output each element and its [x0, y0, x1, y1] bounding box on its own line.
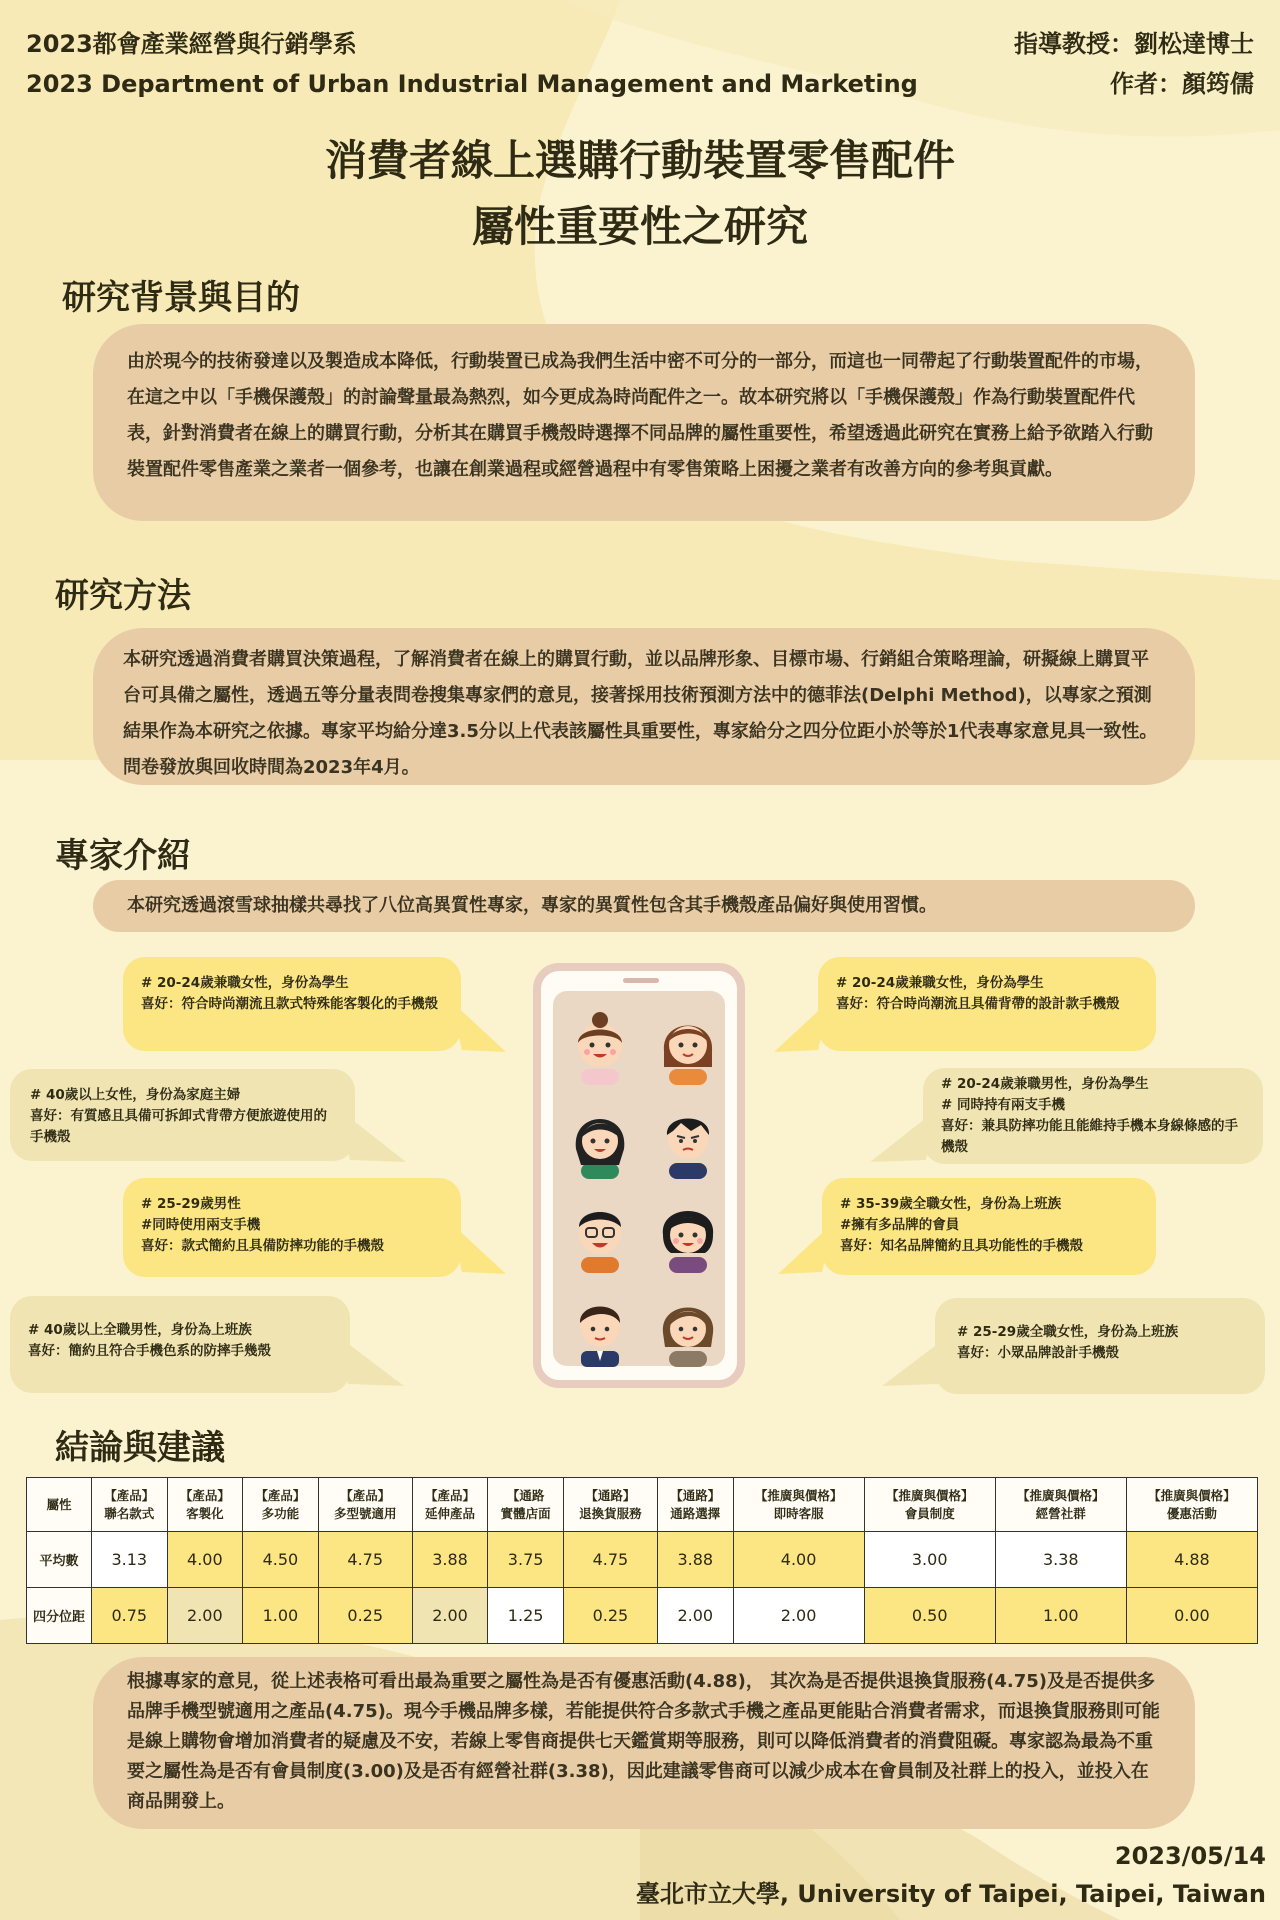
footer-date: 2023/05/14 [1114, 1842, 1266, 1870]
table-cell: 4.00 [733, 1532, 864, 1588]
bubble-tail [450, 1222, 510, 1282]
expert-line: # 20-24歲兼職男性，身份為學生 [941, 1076, 1149, 1092]
expert-line: 喜好：小眾品牌設計手機殼 [957, 1345, 1119, 1361]
expert-avatar-icon [655, 1195, 721, 1273]
expert-line: 喜好：簡約且符合手機色系的防摔手幾殼 [28, 1343, 271, 1359]
table-cell: 2.00 [167, 1588, 243, 1644]
expert-line: #擁有多品牌的會員 [840, 1217, 960, 1233]
bubble-tail [868, 1110, 938, 1170]
table-cell: 0.25 [318, 1588, 412, 1644]
expert-line: # 40歲以上女性，身份為家庭主婦 [30, 1087, 241, 1103]
table-column-header: 【通路】 退換貨服務 [563, 1478, 657, 1532]
expert-line: 喜好：符合時尚潮流且具備背帶的設計款手機殼 [836, 996, 1120, 1012]
expert-avatar-icon [567, 1101, 633, 1179]
footer-school: 臺北市立大學, University of Taipei, Taipei, Taiwan [635, 1880, 1266, 1908]
table-row-iqr [27, 1588, 1258, 1644]
bubble-tail [338, 1336, 408, 1396]
row-label: 平均數 [27, 1532, 92, 1588]
method-text-box [93, 628, 1195, 785]
bubble-tail [772, 1000, 832, 1060]
experts-intro-text: 本研究透過滾雪球抽樣共尋找了八位高異質性專家，專家的異質性包含其手機殼產品偏好與使用習慣。 [127, 895, 937, 916]
expert-line: 喜好：符合時尚潮流且款式特殊能客製化的手機殼 [141, 996, 438, 1012]
expert-avatar-icon [567, 1007, 633, 1085]
table-column-header: 【產品】 客製化 [167, 1478, 243, 1532]
expert-bubble-right-3 [822, 1178, 1156, 1275]
table-column-header: 【通路】 通路選擇 [657, 1478, 733, 1532]
credits-header [1014, 24, 1254, 104]
expert-bubble-left-1 [123, 957, 461, 1051]
expert-line: # 40歲以上全職男性，身份為上班族 [28, 1322, 252, 1338]
expert-avatar-icon [567, 1195, 633, 1273]
table-cell: 4.50 [243, 1532, 319, 1588]
expert-avatar-icon [655, 1289, 721, 1367]
table-column-header: 【推廣與價格】 即時客服 [733, 1478, 864, 1532]
conclusion-text-box [93, 1657, 1195, 1829]
table-column-header: 【通路 實體店面 [488, 1478, 564, 1532]
table-cell: 0.25 [563, 1588, 657, 1644]
table-cell: 1.00 [995, 1588, 1126, 1644]
table-cell: 2.00 [733, 1588, 864, 1644]
expert-line: # 20-24歲兼職女性，身份為學生 [141, 975, 349, 991]
table-cell: 1.00 [243, 1588, 319, 1644]
table-cell: 4.00 [167, 1532, 243, 1588]
expert-line: 喜好：有質感且具備可拆卸式背帶方便旅遊使用的手機殼 [30, 1108, 327, 1145]
conclusion-text: 根據專家的意見，從上述表格可看出最為重要之屬性為是否有優惠活動(4.88)， 其次為是否提供退換貨服務(4.75)及是否提供多品牌手機型號適用之產品(4.75)。現今手機品牌多樣，若能提供符合多款式手機之產品更能貼合消費者需求，而退換貨服務則可能是線上購物會增加消費者的疑慮及不安，若線上零售商提供七天鑑賞期等服務，則可以降低消費者的消費阻礙。專家認為最為不重要之屬性為是否有會員制度(3.00)及是否有經營社群(3.38)，因此建議零售商可以減少成本在會員制及社群上的投入，並投入在商品開發上。 [127, 1671, 1160, 1812]
expert-bubble-right-1 [818, 957, 1156, 1051]
expert-line: # 25-29歲全職女性，身份為上班族 [957, 1324, 1179, 1340]
expert-bubble-left-2 [10, 1069, 355, 1161]
background-text-box [93, 324, 1195, 521]
table-cell: 3.38 [995, 1532, 1126, 1588]
table-header-row [27, 1478, 1258, 1532]
results-table [26, 1477, 1258, 1644]
author-text: 作者：顏筠儒 [1110, 70, 1254, 98]
expert-line: # 25-29歲男性 [141, 1196, 241, 1212]
table-cell: 4.75 [563, 1532, 657, 1588]
expert-line: #同時使用兩支手機 [141, 1217, 261, 1233]
expert-line: 喜好：知名品牌簡約且具功能性的手機殼 [840, 1238, 1083, 1254]
department-header [26, 24, 918, 104]
table-cell: 3.00 [864, 1532, 995, 1588]
table-column-header: 【產品】 延伸產品 [412, 1478, 488, 1532]
bubble-tail [776, 1222, 836, 1282]
expert-line: # 35-39歲全職女性，身份為上班族 [840, 1196, 1062, 1212]
expert-avatar-icon [567, 1289, 633, 1367]
conclusion-heading: 結論與建議 [55, 1428, 225, 1468]
method-heading: 研究方法 [55, 576, 191, 616]
expert-avatar-icon [655, 1007, 721, 1085]
department-zh: 2023都會產業經營與行銷學系 [26, 30, 357, 58]
background-text: 由於現今的技術發達以及製造成本降低，行動裝置已成為我們生活中密不可分的一部分，而這也一同帶起了行動裝置配件的市場，在這之中以「手機保護殼」的討論聲量最為熱烈，如今更成為時尚配件之一。故本研究將以「手機保護殼」作為行動裝置配件代表，針對消費者在線上的購買行動，分析其在購買手機殼時選擇不同品牌的屬性重要性，希望透過此研究在實務上給予欲踏入行動裝置配件零售產業之業者一個參考，也讓在創業過程或經營過程中有零售策略上困擾之業者有改善方向的參考與貢獻。 [127, 351, 1153, 480]
expert-line: # 同時持有兩支手機 [941, 1097, 1066, 1113]
table-cell: 0.00 [1126, 1588, 1257, 1644]
table-corner: 屬性 [27, 1478, 92, 1532]
expert-line: 喜好：兼具防摔功能且能維持手機本身線條感的手機殼 [941, 1118, 1238, 1155]
table-cell: 2.00 [657, 1588, 733, 1644]
table-cell: 3.88 [657, 1532, 733, 1588]
method-text: 本研究透過消費者購買決策過程，了解消費者在線上的購買行動，並以品牌形象、目標市場、行銷組合策略理論，研擬線上購買平台可具備之屬性，透過五等分量表問卷搜集專家們的意見，接著採用技術預測方法中的德菲法(Delphi Method)，以專家之預測結果作為本研究之依據。專家平均給分達3.5分以上代表該屬性具重要性，專家給分之四分位距小於等於1代表專家意見具一致性。問卷發放與回收時間為2023年4月。 [123, 649, 1158, 778]
table-cell: 1.25 [488, 1588, 564, 1644]
expert-bubble-left-4 [10, 1296, 350, 1393]
row-label: 四分位距 [27, 1588, 92, 1644]
expert-bubble-right-4 [935, 1298, 1265, 1394]
bubble-tail [340, 1110, 410, 1170]
table-cell: 2.00 [412, 1588, 488, 1644]
table-column-header: 【推廣與價格】 經營社群 [995, 1478, 1126, 1532]
table-cell: 4.88 [1126, 1532, 1257, 1588]
poster-title [0, 128, 1280, 260]
phone-illustration [533, 963, 745, 1388]
expert-avatar-icon [655, 1101, 721, 1179]
title-line-2: 屬性重要性之研究 [471, 202, 808, 251]
table-column-header: 【產品】 多型號適用 [318, 1478, 412, 1532]
table-cell: 3.75 [488, 1532, 564, 1588]
expert-bubble-left-3 [123, 1178, 461, 1277]
table-cell: 4.75 [318, 1532, 412, 1588]
expert-line: # 20-24歲兼職女性，身份為學生 [836, 975, 1044, 991]
department-en: 2023 Department of Urban Industrial Management and Marketing [26, 70, 918, 98]
table-cell: 0.75 [92, 1588, 168, 1644]
background-heading: 研究背景與目的 [62, 278, 300, 318]
experts-heading: 專家介紹 [55, 836, 191, 876]
table-cell: 0.50 [864, 1588, 995, 1644]
table-column-header: 【推廣與價格】 會員制度 [864, 1478, 995, 1532]
expert-line: 喜好：款式簡約且具備防摔功能的手機殼 [141, 1238, 384, 1254]
bubble-tail [450, 1000, 510, 1060]
expert-bubble-right-2 [923, 1068, 1263, 1164]
table-cell: 3.88 [412, 1532, 488, 1588]
phone-screen [553, 991, 725, 1366]
table-row-mean [27, 1532, 1258, 1588]
experts-intro-box [93, 880, 1195, 932]
table-column-header: 【產品】 聯名款式 [92, 1478, 168, 1532]
title-line-1: 消費者線上選購行動裝置零售配件 [324, 136, 955, 185]
phone-speaker [623, 978, 659, 983]
advisor-text: 指導教授：劉松達博士 [1014, 30, 1254, 58]
bubble-tail [880, 1336, 950, 1396]
table-column-header: 【產品】 多功能 [243, 1478, 319, 1532]
table-column-header: 【推廣與價格】 優惠活動 [1126, 1478, 1257, 1532]
table-cell: 3.13 [92, 1532, 168, 1588]
